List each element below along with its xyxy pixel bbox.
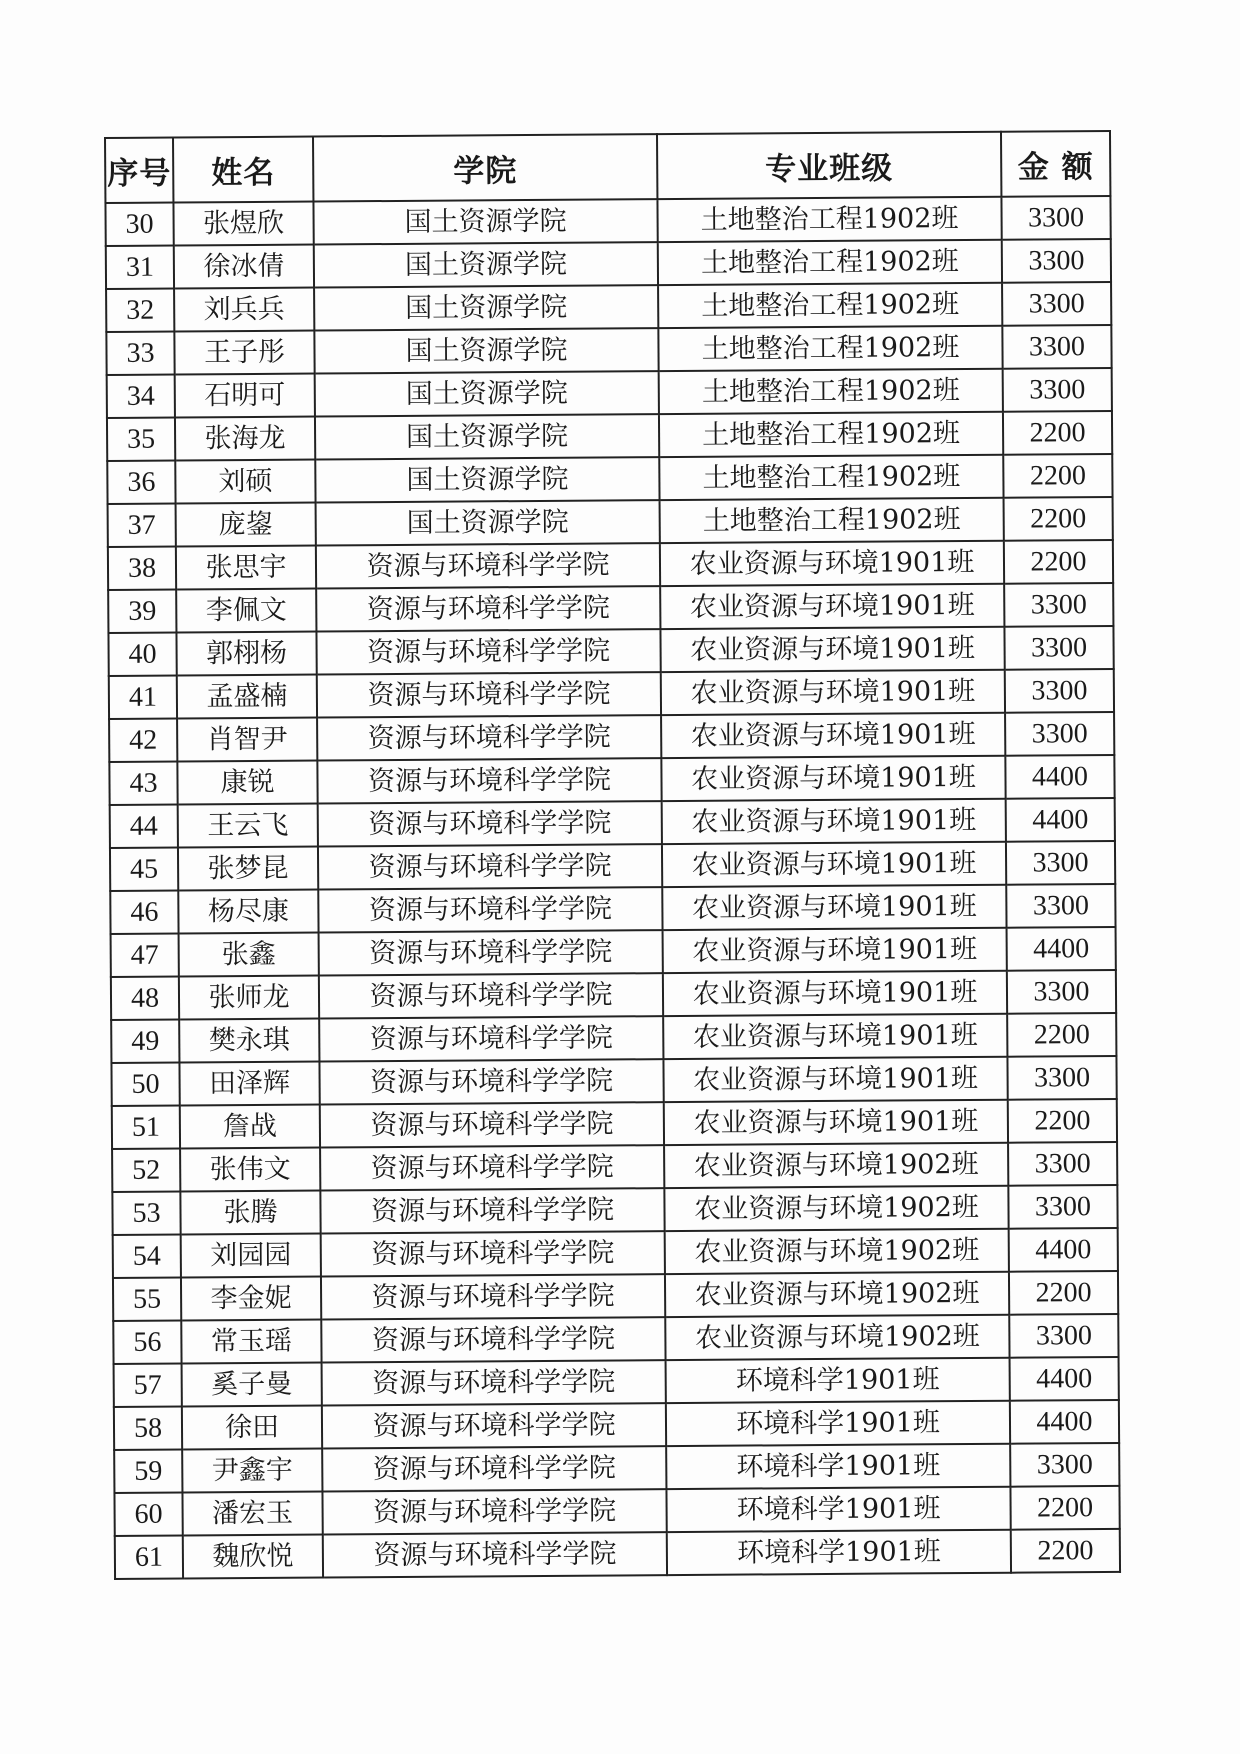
cell-no: 32 [106, 289, 174, 332]
cell-college: 资源与环境科学学院 [323, 1532, 667, 1577]
cell-name: 樊永琪 [179, 1019, 319, 1063]
cell-no: 51 [112, 1105, 180, 1148]
cell-name: 田泽辉 [179, 1062, 319, 1106]
table-row [111, 1056, 1116, 1106]
scholarship-table [104, 130, 1121, 1580]
cell-class: 农业资源与环境1902班 [665, 1315, 1009, 1360]
cell-no: 50 [111, 1062, 179, 1105]
cell-class: 农业资源与环境1902班 [664, 1186, 1008, 1231]
cell-college: 资源与环境科学学院 [321, 1317, 665, 1362]
cell-class: 土地整治工程1902班 [660, 498, 1004, 543]
cell-no: 53 [112, 1191, 180, 1234]
cell-amount: 3300 [1002, 282, 1111, 326]
cell-name: 詹战 [180, 1105, 320, 1149]
cell-college: 国土资源学院 [314, 328, 658, 373]
cell-class: 农业资源与环境1901班 [661, 670, 1005, 715]
table-row [109, 755, 1114, 805]
cell-college: 国土资源学院 [315, 414, 659, 459]
cell-amount: 3300 [1004, 626, 1113, 670]
cell-college: 国土资源学院 [316, 500, 660, 545]
cell-name: 石明可 [175, 374, 315, 418]
cell-college: 资源与环境科学学院 [318, 844, 662, 889]
cell-class: 土地整治工程1902班 [659, 369, 1003, 414]
cell-name: 奚子曼 [182, 1363, 322, 1407]
table-row [110, 841, 1115, 891]
cell-college: 国土资源学院 [314, 285, 658, 330]
table-row [113, 1228, 1118, 1278]
cell-amount: 2200 [1007, 1013, 1116, 1057]
cell-class: 农业资源与环境1901班 [663, 971, 1007, 1016]
header-class: 专业班级 [657, 132, 1001, 199]
cell-no: 39 [108, 590, 176, 633]
cell-college: 资源与环境科学学院 [322, 1403, 666, 1448]
cell-name: 尹鑫宇 [182, 1449, 322, 1493]
cell-college: 资源与环境科学学院 [322, 1446, 666, 1491]
table-row [112, 1185, 1117, 1235]
cell-college: 资源与环境科学学院 [319, 1059, 663, 1104]
cell-name: 王子彤 [174, 331, 314, 375]
table-row [109, 712, 1114, 762]
cell-college: 资源与环境科学学院 [318, 887, 662, 932]
cell-college: 资源与环境科学学院 [316, 586, 660, 631]
cell-no: 55 [113, 1277, 181, 1320]
cell-no: 49 [111, 1019, 179, 1062]
cell-amount: 3300 [1004, 583, 1113, 627]
cell-class: 土地整治工程1902班 [657, 197, 1001, 242]
cell-class: 环境科学1901班 [667, 1530, 1011, 1575]
table-row [108, 626, 1113, 676]
cell-no: 58 [114, 1406, 182, 1449]
cell-name: 刘兵兵 [174, 288, 314, 332]
cell-amount: 3300 [1009, 1314, 1118, 1358]
header-college: 学院 [313, 134, 657, 201]
cell-class: 土地整治工程1902班 [658, 240, 1002, 285]
cell-amount: 3300 [1005, 712, 1114, 756]
table-row [112, 1142, 1117, 1192]
table-row [115, 1529, 1120, 1579]
table-row [114, 1486, 1119, 1536]
table-row [107, 411, 1112, 461]
cell-name: 康锐 [177, 761, 317, 805]
cell-college: 资源与环境科学学院 [319, 930, 663, 975]
table-row [112, 1099, 1117, 1149]
cell-class: 环境科学1901班 [666, 1401, 1010, 1446]
cell-no: 44 [110, 805, 178, 848]
table-row [114, 1357, 1119, 1407]
table-row [110, 884, 1115, 934]
cell-amount: 3300 [1008, 1142, 1117, 1186]
table-row [111, 927, 1116, 977]
cell-no: 59 [114, 1449, 182, 1492]
cell-name: 张梦昆 [178, 847, 318, 891]
table-row [111, 970, 1116, 1020]
header-name: 姓名 [173, 137, 313, 203]
table-row [105, 196, 1110, 246]
cell-no: 41 [109, 676, 177, 719]
cell-class: 农业资源与环境1902班 [665, 1272, 1009, 1317]
cell-amount: 4400 [1005, 755, 1114, 799]
header-row [105, 131, 1110, 203]
cell-class: 环境科学1901班 [666, 1358, 1010, 1403]
cell-class: 农业资源与环境1901班 [661, 756, 1005, 801]
cell-no: 45 [110, 848, 178, 891]
cell-college: 国土资源学院 [315, 457, 659, 502]
table-row [108, 583, 1113, 633]
table-row [108, 540, 1113, 590]
cell-name: 潘宏玉 [182, 1492, 322, 1536]
cell-amount: 3300 [1005, 669, 1114, 713]
cell-no: 36 [107, 461, 175, 504]
table-row [107, 368, 1112, 418]
cell-no: 61 [115, 1535, 183, 1578]
cell-class: 农业资源与环境1901班 [662, 885, 1006, 930]
cell-college: 资源与环境科学学院 [317, 672, 661, 717]
header-no: 序号 [105, 138, 173, 203]
cell-no: 43 [109, 762, 177, 805]
cell-name: 肖智尹 [177, 718, 317, 762]
table-row [111, 1013, 1116, 1063]
table-row [106, 282, 1111, 332]
table-row [108, 497, 1113, 547]
cell-class: 农业资源与环境1901班 [663, 928, 1007, 973]
cell-class: 农业资源与环境1901班 [662, 842, 1006, 887]
cell-name: 张思宇 [176, 546, 316, 590]
cell-class: 农业资源与环境1901班 [664, 1100, 1008, 1145]
cell-no: 48 [111, 976, 179, 1019]
cell-no: 37 [108, 504, 176, 547]
cell-no: 33 [106, 332, 174, 375]
cell-no: 31 [106, 246, 174, 289]
cell-college: 资源与环境科学学院 [322, 1489, 666, 1534]
cell-no: 42 [109, 719, 177, 762]
cell-amount: 3300 [1002, 239, 1111, 283]
cell-college: 资源与环境科学学院 [319, 973, 663, 1018]
cell-no: 47 [111, 933, 179, 976]
cell-college: 资源与环境科学学院 [316, 543, 660, 588]
cell-name: 孟盛楠 [177, 675, 317, 719]
cell-amount: 3300 [1003, 368, 1112, 412]
cell-name: 王云飞 [178, 804, 318, 848]
cell-no: 34 [107, 375, 175, 418]
cell-class: 土地整治工程1902班 [658, 326, 1002, 371]
cell-amount: 4400 [1006, 798, 1115, 842]
cell-class: 农业资源与环境1901班 [663, 1014, 1007, 1059]
cell-college: 资源与环境科学学院 [317, 715, 661, 760]
cell-college: 资源与环境科学学院 [321, 1231, 665, 1276]
table-row [113, 1314, 1118, 1364]
cell-class: 农业资源与环境1901班 [660, 541, 1004, 586]
table-row [110, 798, 1115, 848]
cell-name: 张鑫 [179, 933, 319, 977]
cell-name: 张伟文 [180, 1148, 320, 1192]
cell-amount: 4400 [1010, 1400, 1119, 1444]
cell-class: 环境科学1901班 [666, 1487, 1010, 1532]
cell-college: 资源与环境科学学院 [319, 1016, 663, 1061]
cell-amount: 3300 [1010, 1443, 1119, 1487]
cell-name: 徐田 [182, 1406, 322, 1450]
cell-amount: 3300 [1006, 841, 1115, 885]
cell-amount: 4400 [1009, 1228, 1118, 1272]
cell-no: 46 [110, 890, 178, 933]
cell-class: 农业资源与环境1901班 [660, 584, 1004, 629]
cell-college: 资源与环境科学学院 [322, 1360, 666, 1405]
cell-amount: 2200 [1003, 411, 1112, 455]
cell-class: 环境科学1901班 [666, 1444, 1010, 1489]
cell-name: 张海龙 [175, 417, 315, 461]
cell-no: 30 [105, 203, 173, 246]
cell-no: 40 [108, 633, 176, 676]
cell-amount: 3300 [1002, 325, 1111, 369]
cell-no: 57 [114, 1363, 182, 1406]
cell-amount: 3300 [1006, 884, 1115, 928]
cell-amount: 2200 [1010, 1486, 1119, 1530]
cell-amount: 2200 [1009, 1271, 1118, 1315]
cell-amount: 2200 [1004, 497, 1113, 541]
table-row [114, 1400, 1119, 1450]
cell-college: 国土资源学院 [315, 371, 659, 416]
cell-class: 农业资源与环境1902班 [664, 1143, 1008, 1188]
cell-name: 李佩文 [176, 589, 316, 633]
cell-name: 刘硕 [175, 460, 315, 504]
cell-amount: 2200 [1003, 454, 1112, 498]
cell-amount: 4400 [1007, 927, 1116, 971]
cell-no: 56 [113, 1320, 181, 1363]
cell-name: 郭栩杨 [176, 632, 316, 676]
cell-amount: 3300 [1007, 1056, 1116, 1100]
cell-amount: 4400 [1010, 1357, 1119, 1401]
cell-name: 庞鋆 [176, 503, 316, 547]
cell-class: 农业资源与环境1901班 [663, 1057, 1007, 1102]
cell-college: 国土资源学院 [314, 242, 658, 287]
cell-college: 资源与环境科学学院 [317, 758, 661, 803]
header-amount: 金 额 [1001, 131, 1110, 197]
cell-college: 资源与环境科学学院 [321, 1274, 665, 1319]
cell-no: 35 [107, 418, 175, 461]
cell-amount: 2200 [1008, 1099, 1117, 1143]
cell-college: 资源与环境科学学院 [318, 801, 662, 846]
table-row [106, 325, 1111, 375]
cell-amount: 2200 [1011, 1529, 1120, 1573]
cell-college: 资源与环境科学学院 [320, 1188, 664, 1233]
cell-amount: 2200 [1004, 540, 1113, 584]
table-row [107, 454, 1112, 504]
cell-no: 52 [112, 1148, 180, 1191]
cell-name: 张师龙 [179, 976, 319, 1020]
cell-name: 魏欣悦 [183, 1535, 323, 1579]
cell-class: 农业资源与环境1901班 [662, 799, 1006, 844]
cell-class: 农业资源与环境1901班 [660, 627, 1004, 672]
cell-amount: 3300 [1007, 970, 1116, 1014]
cell-class: 农业资源与环境1901班 [661, 713, 1005, 758]
table-row [114, 1443, 1119, 1493]
cell-class: 农业资源与环境1902班 [665, 1229, 1009, 1274]
table-row [109, 669, 1114, 719]
cell-no: 54 [113, 1234, 181, 1277]
cell-name: 刘园园 [181, 1234, 321, 1278]
cell-college: 资源与环境科学学院 [316, 629, 660, 674]
cell-college: 资源与环境科学学院 [320, 1145, 664, 1190]
cell-amount: 3300 [1001, 196, 1110, 240]
cell-name: 李金妮 [181, 1277, 321, 1321]
cell-college: 国土资源学院 [313, 199, 657, 244]
cell-name: 常玉瑶 [181, 1320, 321, 1364]
cell-class: 土地整治工程1902班 [658, 283, 1002, 328]
table-row [113, 1271, 1118, 1321]
cell-no: 60 [114, 1492, 182, 1535]
cell-class: 土地整治工程1902班 [659, 412, 1003, 457]
table-header [105, 131, 1110, 203]
cell-name: 张煜欣 [173, 202, 313, 246]
table-body [105, 196, 1120, 1579]
cell-no: 38 [108, 547, 176, 590]
cell-college: 资源与环境科学学院 [320, 1102, 664, 1147]
cell-name: 徐冰倩 [174, 245, 314, 289]
cell-name: 张腾 [180, 1191, 320, 1235]
table-row [106, 239, 1111, 289]
cell-amount: 3300 [1008, 1185, 1117, 1229]
cell-name: 杨尽康 [178, 890, 318, 934]
cell-class: 土地整治工程1902班 [659, 455, 1003, 500]
